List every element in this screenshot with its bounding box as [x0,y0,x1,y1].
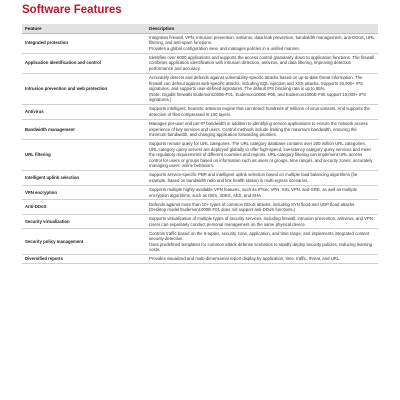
description-paragraph: Controls traffic based on the 5-tuples, security zone, application, and time range, and implements integrated content security detection. [149,230,370,242]
features-table [22,24,378,264]
table-row [22,33,378,53]
feature-description-cell [146,119,378,139]
page-title: Software Features [22,4,122,16]
feature-description-cell [146,185,378,200]
feature-name-cell: Anti-DDoS [22,200,146,215]
column-header-description: Description [146,24,378,33]
feature-name-cell: URL filtering [22,139,146,170]
feature-description-cell [146,53,378,73]
table-body [22,33,378,264]
feature-name-cell: Security virtualization [22,214,146,229]
table-header-row [22,24,378,33]
table-row [22,119,378,139]
feature-name-cell: Intelligent uplink selection [22,171,146,186]
description-paragraph: (Note: Gigabit firewalls Eudemon1000E-F01, Eudemon1000E-F05, and Eudemon1000E-F06 support 15,000+ IPS signatures.) [149,91,367,103]
description-paragraph: Supports remote query for URL categories. The URL category database contains over 200 million URL categories. URL category query servers are deployed globally to offer high-speed, low-latency category query services and meet the regulatory requirements of different countries and regions. URL category filtering can implement URL access control for users or groups based on information such as users or groups, time ranges, and security zones, accurately managing users' online behaviors. [149,141,373,169]
feature-name-cell: Integrated protection [22,33,146,53]
description-paragraph: Integrates firewall, VPN, intrusion prevention, antivirus, data leak prevention, bandwidth management, anti-DDoS, URL filtering, and anti-spam functions. [149,34,375,46]
table-row [22,255,378,264]
feature-name-cell: VPN encryption [22,185,146,200]
table-row [22,53,378,73]
description-paragraph: Provides visualized and multi-dimensional report display by application, time, traffic, threat, and URL. [149,256,341,262]
feature-description-cell [146,171,378,186]
table-row [22,185,378,200]
feature-description-cell [146,105,378,120]
feature-description-cell [146,139,378,170]
feature-name-cell: Security policy management [22,229,146,255]
feature-name-cell: Bandwidth management [22,119,146,139]
description-paragraph: Manages per-user and per-IP bandwidth in addition to identifying service applications to ensure the network access experience of key services and users. Control methods include limiting the maximum bandwidth, ensuring the minimum bandwidth, and changing application forwarding priorities. [149,120,368,138]
feature-description-cell [146,200,378,215]
table-row [22,73,378,104]
description-paragraph: Supports intelligent, heuristic antivirus engine that can detect hundreds of millions of virus variants. And supports the detection of files compressed in 100 layers. [149,106,370,117]
table-row [22,214,378,229]
feature-name-cell: Antivirus [22,105,146,120]
feature-description-cell [146,229,378,255]
description-paragraph: Defends against more than 10+ types of common DDoS attacks, including SYN flood and UDP flood attacks. [149,201,356,207]
description-paragraph: Supports multiple highly available VPN features, such as IPSec VPN, SSL VPN, and GRE, as well as multiple encryption algorithms, such as DES, 3DES, AES, and SHA. [149,186,358,198]
table-row [22,171,378,186]
table-row [22,105,378,120]
feature-description-cell [146,255,378,264]
feature-description-cell [146,73,378,104]
feature-name-cell: Diversified reports [22,255,146,264]
description-paragraph: Identifies over 6000 applications and supports the access control granularity down to application functions. The firewall combines application identification with intrusion detection, antivirus, and data filtering, improving detection performance and accuracy. [149,54,375,72]
feature-name-cell: Intrusion prevention and web protection [22,73,146,104]
table-row [22,139,378,170]
column-header-feature: Feature [22,24,146,33]
feature-description-cell [146,214,378,229]
description-paragraph: (Desktop model Eudemon1000E-F01 does not support anti-DDoS functions.) [149,207,296,213]
description-paragraph: Supports virtualization of multiple types of security services, including firewall, intrusion prevention, antivirus, and VPN. Users can separately conduct personal management on the same physical device. [149,216,375,227]
description-paragraph: Supports service-specific PBR and intelligent uplink selection based on multiple load balancing algorithms (for example, based on bandwidth ratio and link health status) in multi-egress scenarios. [149,172,358,183]
description-paragraph: Accurately detects and defends against vulnerability-specific attacks based on up-to-date threat information. The firewall can defend against web-specific attacks, including SQL injection and XSS attacks. Supports 20,000+ IPS signatures, and supports user-defined signatures. The default IPS blocking rate is up to 85%. [149,75,363,92]
feature-name-cell: Application identification and control [22,53,146,73]
table-row [22,229,378,255]
table-row [22,200,378,215]
feature-description-cell [146,33,378,53]
description-paragraph: Uses predefined templates for common attack defense scenarios to rapidly deploy security policies, reducing learning costs. [149,241,373,253]
description-paragraph: Provides a global configuration view, and manages policies in a unified manner. [149,45,300,51]
